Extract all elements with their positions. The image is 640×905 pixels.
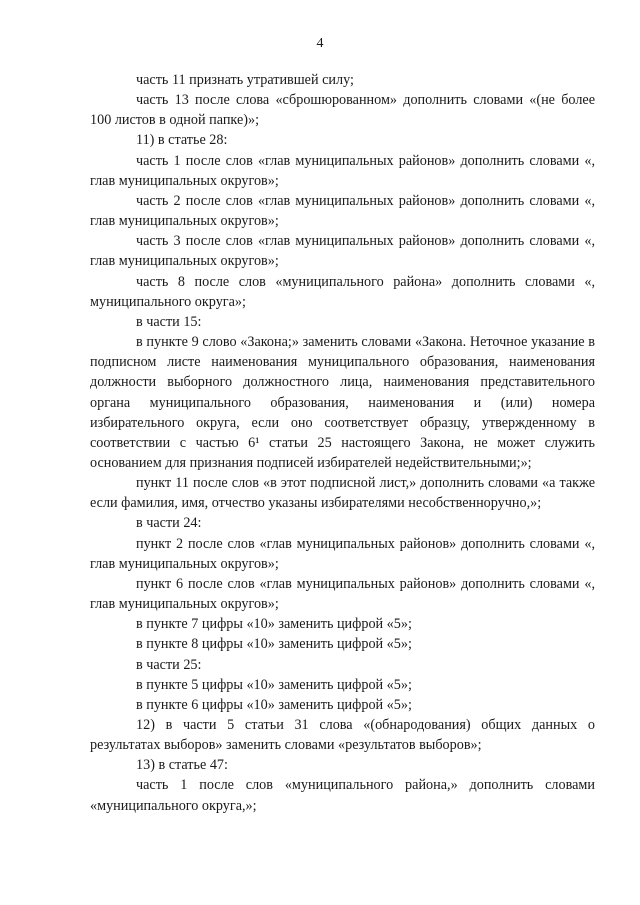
paragraph: 13) в статье 47: [136, 757, 228, 774]
paragraph: в части 24: [136, 515, 202, 532]
paragraph: часть 3 после слов «глав муниципальных районов» дополнить словами «, глав муниципальных округов»; [90, 233, 595, 270]
paragraph: в части 15: [136, 313, 202, 330]
paragraph: в пункте 6 цифры «10» заменить цифрой «5»; [136, 696, 412, 713]
paragraph: пункт 6 после слов «глав муниципальных районов» дополнить словами «, глав муниципальных округов»; [90, 575, 595, 613]
paragraph: в пункте 8 цифры «10» заменить цифрой «5»; [136, 636, 412, 653]
paragraph: в пункте 7 цифры «10» заменить цифрой «5»; [136, 616, 412, 633]
page-number: 4 [316, 36, 324, 51]
paragraph: в части 25: [136, 656, 202, 673]
paragraph: 12) в части 5 статьи 31 слова «(обнародования) общих данных о результатах выборов» заменить словами «результатов выборов»; [90, 717, 595, 754]
document-body [90, 70, 595, 816]
paragraph: часть 2 после слов «глав муниципальных районов» дополнить словами «, глав муниципальных округов»; [90, 192, 595, 230]
paragraph: часть 8 после слов «муниципального района» дополнить словами «, муниципального округа»; [90, 273, 595, 310]
paragraph: часть 11 признать утратившей силу; [136, 72, 354, 88]
paragraph: пункт 2 после слов «глав муниципальных районов» дополнить словами «, глав муниципальных округов»; [90, 535, 595, 572]
paragraph: часть 13 после слова «сброшюрованном» дополнить словами «(не более 100 листов в одной папке)»; [90, 92, 595, 129]
paragraph: часть 1 после слов «глав муниципальных районов» дополнить словами «, глав муниципальных округов»; [90, 152, 595, 189]
paragraph: в пункте 5 цифры «10» заменить цифрой «5»; [136, 676, 412, 693]
paragraph: часть 1 после слов «муниципального района,» дополнить словами «муниципального округа,»; [90, 777, 595, 814]
paragraph: 11) в статье 28: [136, 132, 228, 149]
paragraph: пункт 11 после слов «в этот подписной лист,» дополнить словами «а также если фамилия, имя, отчество указаны избирателями несобственноручно,»; [90, 475, 595, 512]
paragraph: в пункте 9 слово «Закона;» заменить словами «Закона. Неточное указание в подписном листе наименования муниципального образования, наименования должности выборного должностного лица, наименования представительного органа муниципального образования, наименования и (или) номера избирательного округа, если оно соответствует образцу, утвержденному в соответствии с частью 6¹ статьи 25 настоящего Закона, не может служить основанием для признания подписей избирателей недействительными;»; [90, 334, 595, 471]
